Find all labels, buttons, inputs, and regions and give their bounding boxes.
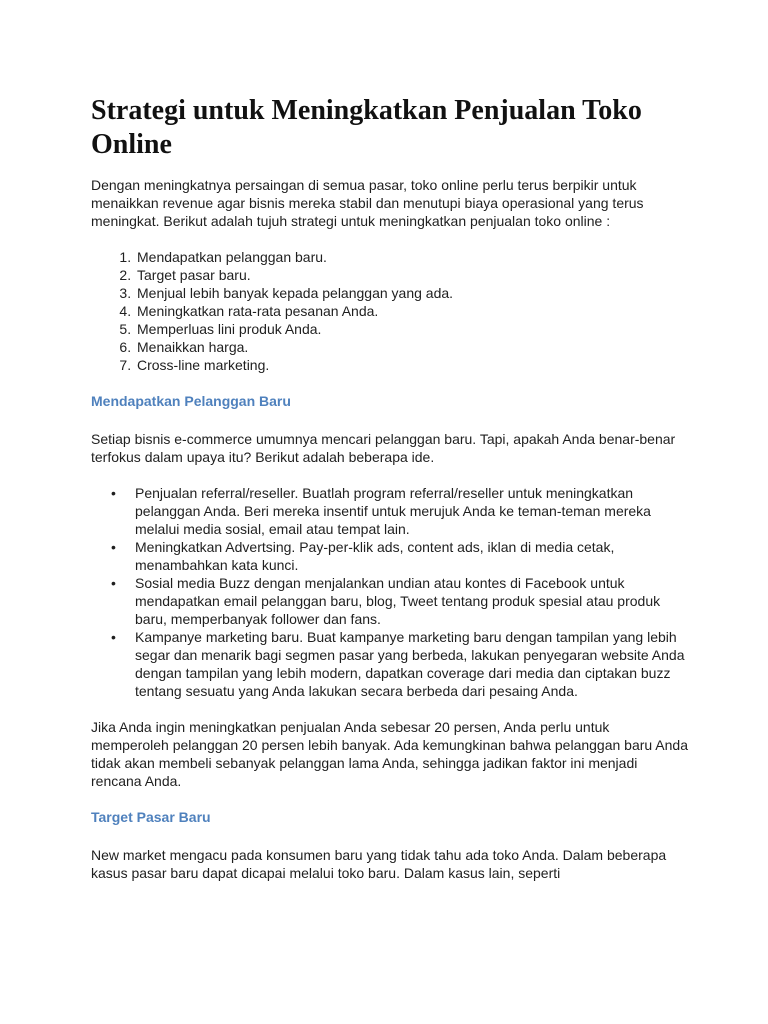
bullet-icon: • [111,629,116,645]
idea-text: Sosial media Buzz dengan menjalankan undian atau kontes di Facebook untuk mendapatkan email pelanggan baru, blog, Tweet tentang produk spesial atau produk baru, memperbanyak follower dan fans. [135,575,661,627]
strategy-item: 5. Memperluas lini produk Anda. [135,320,691,338]
intro-paragraph: Dengan meningkatnya persaingan di semua pasar, toko online perlu terus berpikir untuk menaikkan revenue agar bisnis mereka stabil dan menutupi biaya operasional yang terus meningkat. Berikut adalah tujuh strategi untuk meningkatkan penjualan toko online : [91,177,644,229]
ideas-list [91,484,691,700]
strategy-item: 7. Cross-line marketing. [135,356,691,374]
idea-item [111,538,691,574]
document-page [91,94,691,882]
closing-paragraph: Jika Anda ingin meningkatkan penjualan Anda sebesar 20 persen, Anda perlu untuk memperoleh pelanggan 20 persen lebih banyak. Ada kemungkinan bahwa pelanggan baru Anda tidak akan membeli sebanyak pelanggan lama Anda, sehingga jadikan faktor ini menjadi rencana Anda. [91,719,689,789]
strategy-item: 3. Menjual lebih banyak kepada pelanggan yang ada. [135,284,691,302]
idea-text: Penjualan referral/reseller. Buatlah program referral/reseller untuk meningkatkan pelanggan Anda. Beri mereka insentif untuk merujuk Anda ke teman-teman mereka melalui media sosial, email atau tempat lain. [135,485,651,537]
idea-text: Meningkatkan Advertsing. Pay-per-klik ads, content ads, iklan di media cetak, menambahkan kata kunci. [135,539,615,573]
bullet-icon: • [111,575,116,591]
idea-text: Kampanye marketing baru. Buat kampanye marketing baru dengan tampilan yang lebih segar dan menarik bagi segmen pasar yang berbeda, lakukan penyegaran website Anda dengan tampilan yang lebih modern, dapatkan coverage dari media dan ciptakan buzz tentang sesuatu yang Anda lakukan secara berbeda dari pesaing Anda. [135,629,685,699]
idea-item [111,574,691,628]
strategy-item: 1. Mendapatkan pelanggan baru. [135,248,691,266]
bullet-icon: • [111,539,116,555]
section-paragraph: New market mengacu pada konsumen baru yang tidak tahu ada toko Anda. Dalam beberapa kasus pasar baru dapat dicapai melalui toko baru. Dalam kasus lain, seperti [91,847,667,881]
section-heading-new-customers: Mendapatkan Pelanggan Baru [91,393,291,409]
document-title: Strategi untuk Meningkatkan Penjualan Toko Online [91,95,642,160]
bullet-icon: • [111,485,116,501]
strategy-list [91,248,691,374]
idea-item [111,628,691,700]
strategy-item: 6. Menaikkan harga. [135,338,691,356]
strategy-item: 2. Target pasar baru. [135,266,691,284]
section-paragraph: Setiap bisnis e-commerce umumnya mencari pelanggan baru. Tapi, apakah Anda benar-benar terfokus dalam upaya itu? Berikut adalah beberapa ide. [91,431,676,465]
strategy-item: 4. Meningkatkan rata-rata pesanan Anda. [135,302,691,320]
section-heading-target-market: Target Pasar Baru [91,809,211,825]
idea-item [111,484,691,538]
